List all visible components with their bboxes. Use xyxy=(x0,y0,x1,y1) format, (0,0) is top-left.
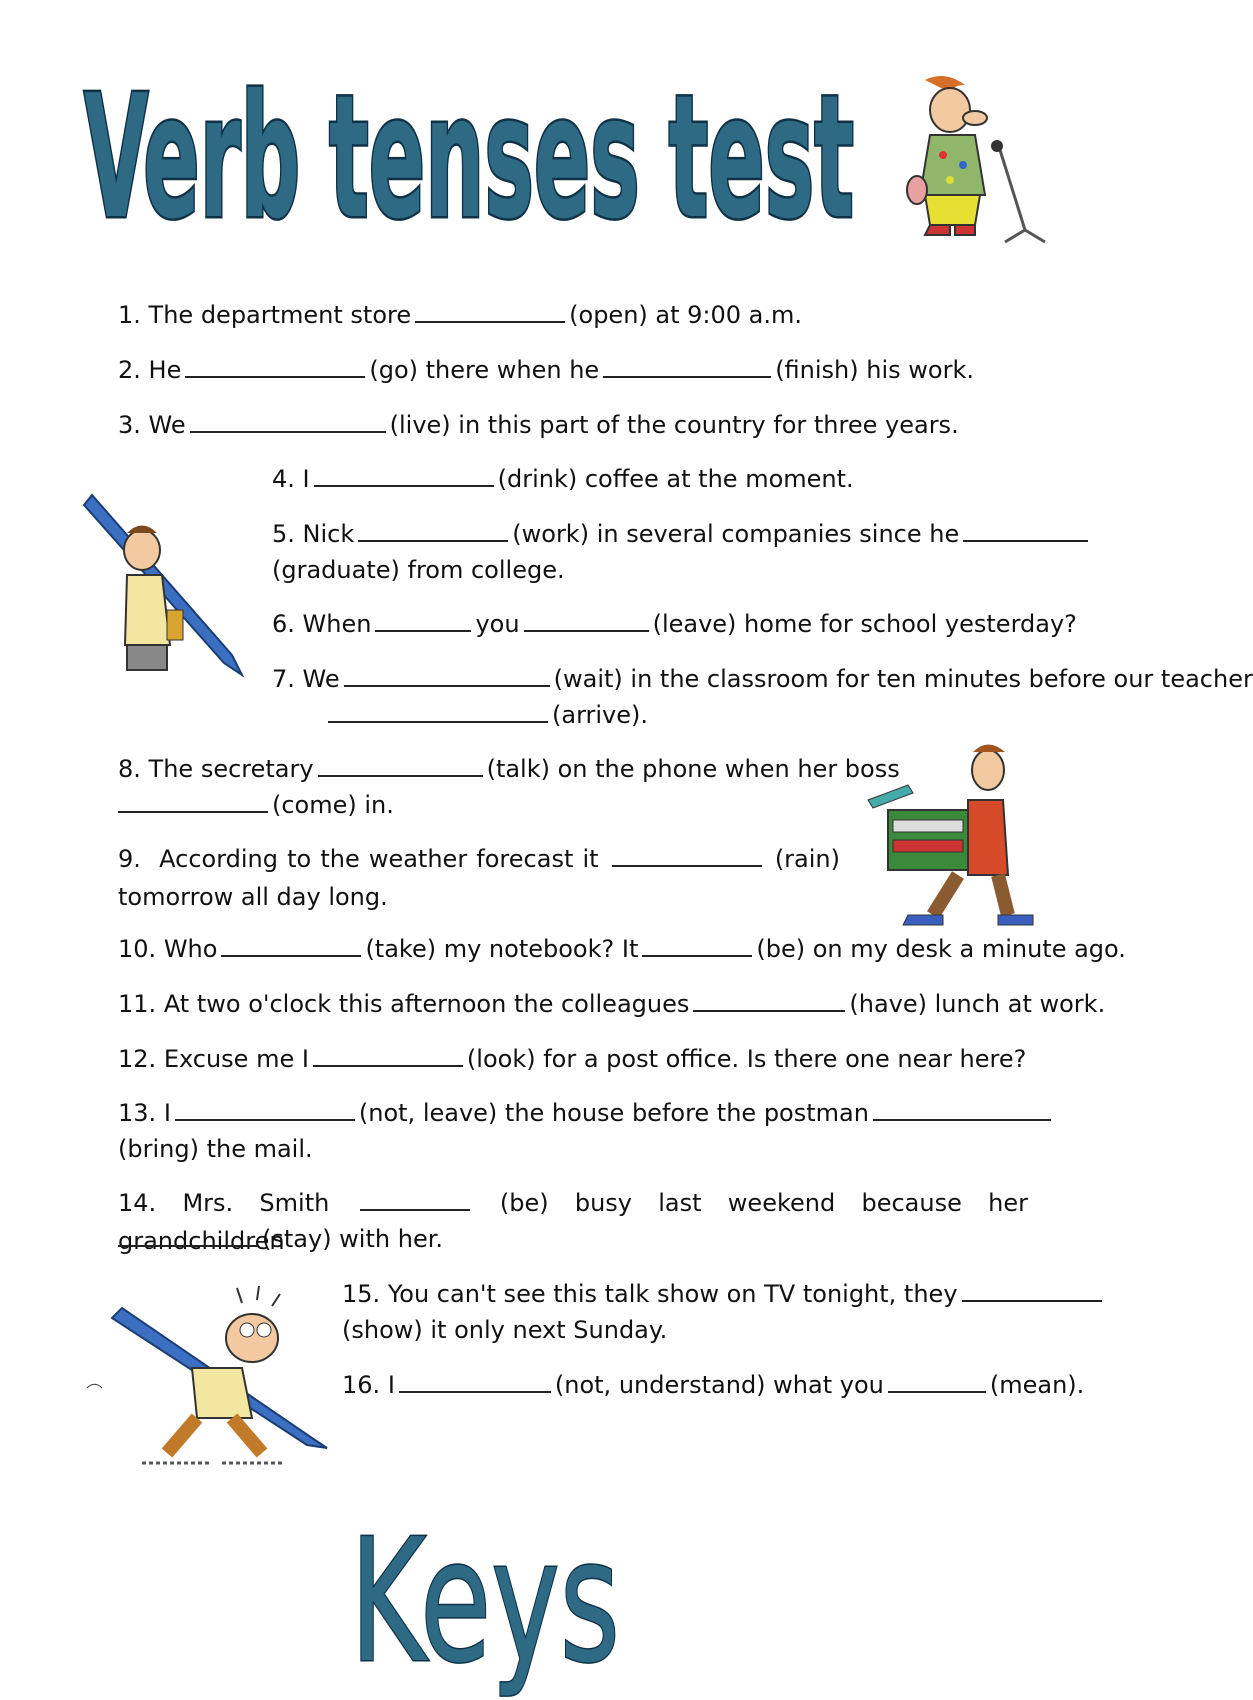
answer-blank[interactable] xyxy=(399,1367,551,1393)
answer-blank[interactable] xyxy=(375,606,471,632)
keys-title-text: Keys xyxy=(350,1503,620,1700)
answer-blank[interactable] xyxy=(888,1367,986,1393)
question-7: 7. We (wait) in the classroom for ten minutes before our teacher xyxy=(272,660,1253,698)
question-6: 6. When you (leave) home for school yesterday? xyxy=(272,605,1077,643)
answer-blank[interactable] xyxy=(524,606,649,632)
answer-blank[interactable] xyxy=(318,751,483,777)
answer-blank[interactable] xyxy=(118,1221,258,1247)
keys-title xyxy=(350,1500,680,1700)
answer-blank[interactable] xyxy=(185,352,365,378)
running-man-clipart xyxy=(82,1278,337,1478)
answer-blank[interactable] xyxy=(873,1095,1051,1121)
answer-blank[interactable] xyxy=(313,1041,463,1067)
question-7-cont: (arrive). xyxy=(118,696,648,734)
answer-blank[interactable] xyxy=(344,661,550,687)
question-9: 9. According to the weather forecast it (rain) tomorrow all day long. xyxy=(118,840,840,916)
worksheet-title-text: Verb tenses test xyxy=(84,59,854,257)
books-man-clipart xyxy=(848,740,1038,930)
question-14-cont: (stay) with her. xyxy=(118,1220,443,1258)
pen-man-clipart xyxy=(82,485,257,685)
singer-clipart xyxy=(905,70,1055,245)
question-15: 15. You can't see this talk show on TV tonight, they xyxy=(342,1275,1106,1313)
question-8-cont: (come) in. xyxy=(118,786,394,824)
question-13: 13. I (not, leave) the house before the postman xyxy=(118,1094,1055,1132)
answer-blank[interactable] xyxy=(612,841,762,867)
question-1: 1. The department store (open) at 9:00 a.m. xyxy=(118,296,802,334)
answer-blank[interactable] xyxy=(603,352,771,378)
question-15-cont: (show) it only next Sunday. xyxy=(342,1316,668,1344)
question-5-cont: (graduate) from college. xyxy=(272,556,565,584)
answer-blank[interactable] xyxy=(962,1276,1102,1302)
answer-blank[interactable] xyxy=(190,407,386,433)
answer-blank[interactable] xyxy=(360,1185,470,1211)
question-4: 4. I (drink) coffee at the moment. xyxy=(272,460,854,498)
question-16: 16. I (not, understand) what you (mean). xyxy=(342,1366,1084,1404)
question-2: 2. He (go) there when he (finish) his work. xyxy=(118,351,974,389)
question-5: 5. Nick (work) in several companies since he xyxy=(272,515,1092,553)
answer-blank[interactable] xyxy=(175,1095,355,1121)
question-3: 3. We (live) in this part of the country for three years. xyxy=(118,406,959,444)
answer-blank[interactable] xyxy=(963,516,1088,542)
question-12: 12. Excuse me I (look) for a post office. Is there one near here? xyxy=(118,1040,1026,1078)
answer-blank[interactable] xyxy=(221,931,361,957)
question-8: 8. The secretary (talk) on the phone when her boss xyxy=(118,750,900,788)
answer-blank[interactable] xyxy=(328,697,548,723)
question-11: 11. At two o'clock this afternoon the colleagues (have) lunch at work. xyxy=(118,985,1105,1023)
question-13-cont: (bring) the mail. xyxy=(118,1135,313,1163)
question-14: 14. Mrs. Smith (be) busy last weekend because her grandchildren xyxy=(118,1184,1028,1260)
answer-blank[interactable] xyxy=(314,461,494,487)
answer-blank[interactable] xyxy=(118,787,268,813)
worksheet-title xyxy=(78,20,978,257)
answer-blank[interactable] xyxy=(693,986,845,1012)
answer-blank[interactable] xyxy=(358,516,508,542)
question-10: 10. Who (take) my notebook? It (be) on my desk a minute ago. xyxy=(118,930,1126,968)
answer-blank[interactable] xyxy=(415,297,565,323)
answer-blank[interactable] xyxy=(642,931,752,957)
